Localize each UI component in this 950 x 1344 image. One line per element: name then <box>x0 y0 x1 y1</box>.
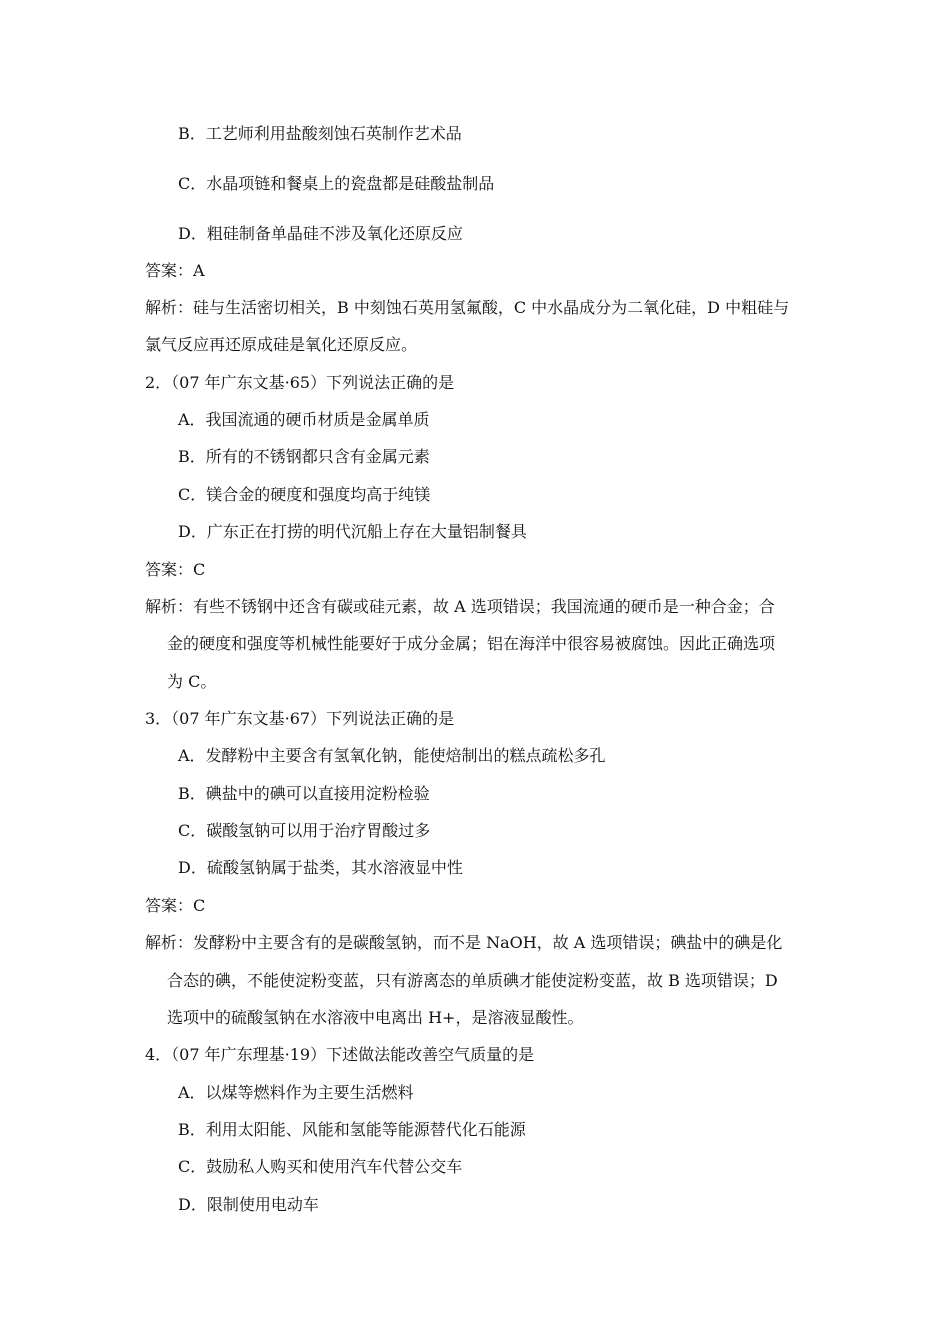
q4-option-b: B．利用太阳能、风能和氢能等能源替代化石能源 <box>178 1120 526 1139</box>
q2-option-d: D．广东正在打捞的明代沉船上存在大量铝制餐具 <box>178 522 527 541</box>
q2-answer: 答案：C <box>145 560 206 579</box>
q2-option-c: C．镁合金的硬度和强度均高于纯镁 <box>178 485 431 504</box>
q3-option-b: B．碘盐中的碘可以直接用淀粉检验 <box>178 784 430 803</box>
q2-stem: 2．（07 年广东文基·65）下列说法正确的是 <box>145 373 455 392</box>
q3-explanation-line-3: 选项中的硫酸氢钠在水溶液中电离出 H+，是溶液显酸性。 <box>167 1008 584 1027</box>
q4-stem: 4．（07 年广东理基·19）下述做法能改善空气质量的是 <box>145 1045 535 1064</box>
q2-explanation-line-2: 金的硬度和强度等机械性能要好于成分金属；铝在海洋中很容易被腐蚀。因此正确选项 <box>167 634 776 653</box>
q3-explanation-line-1: 解析：发酵粉中主要含有的是碳酸氢钠，而不是 NaOH，故 A 选项错误；碘盐中的碘是化 <box>145 933 783 952</box>
q2-option-a: A．我国流通的硬币材质是金属单质 <box>178 410 430 429</box>
q3-option-a: A．发酵粉中主要含有氢氧化钠，能使焙制出的糕点疏松多孔 <box>178 746 606 765</box>
q4-option-d: D．限制使用电动车 <box>178 1195 319 1214</box>
q1-explanation-line-1: 解析：硅与生活密切相关，B 中刻蚀石英用氢氟酸，C 中水晶成分为二氧化硅，D 中粗硅与 <box>145 298 790 317</box>
q3-stem: 3．（07 年广东文基·67）下列说法正确的是 <box>145 709 455 728</box>
q4-option-c: C．鼓励私人购买和使用汽车代替公交车 <box>178 1157 463 1176</box>
q3-option-c: C．碳酸氢钠可以用于治疗胃酸过多 <box>178 821 431 840</box>
q2-explanation-line-3: 为 C。 <box>167 672 217 691</box>
q2-option-b: B．所有的不锈钢都只含有金属元素 <box>178 447 430 466</box>
q1-explanation-line-2: 氯气反应再还原成硅是氧化还原反应。 <box>145 335 418 354</box>
q2-explanation-line-1: 解析：有些不锈钢中还含有碳或硅元素，故 A 选项错误；我国流通的硬币是一种合金；合 <box>145 597 775 616</box>
q3-option-d: D．硫酸氢钠属于盐类，其水溶液显中性 <box>178 858 463 877</box>
q1-option-b: B．工艺师利用盐酸刻蚀石英制作艺术品 <box>178 124 462 143</box>
q1-option-d: D．粗硅制备单晶硅不涉及氧化还原反应 <box>178 224 463 243</box>
q3-explanation-line-2: 合态的碘，不能使淀粉变蓝，只有游离态的单质碘才能使淀粉变蓝，故 B 选项错误；D <box>167 971 778 990</box>
q1-option-c: C．水晶项链和餐桌上的瓷盘都是硅酸盐制品 <box>178 174 495 193</box>
q1-answer: 答案：A <box>145 261 205 280</box>
q3-answer: 答案：C <box>145 896 206 915</box>
q4-option-a: A．以煤等燃料作为主要生活燃料 <box>178 1083 414 1102</box>
